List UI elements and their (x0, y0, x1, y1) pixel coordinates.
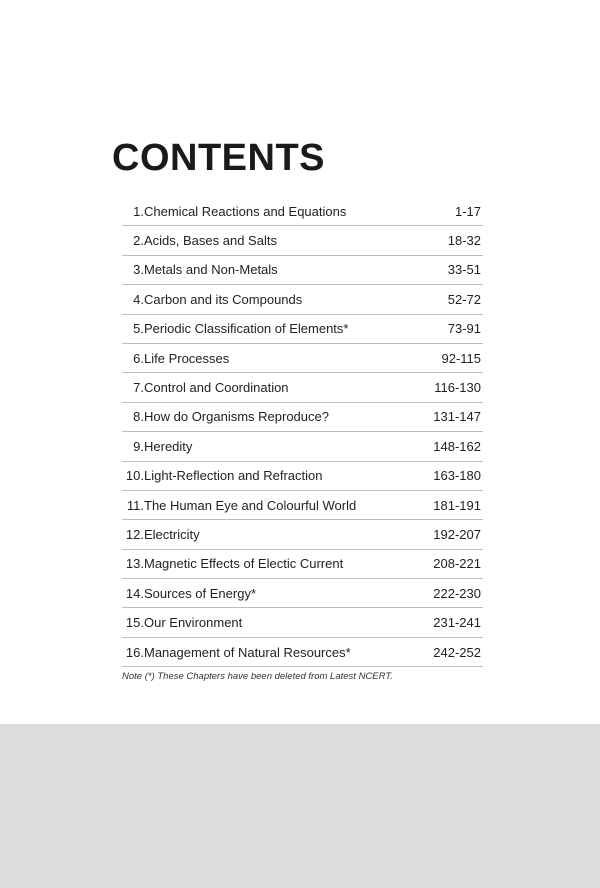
chapter-pages: 242-252 (433, 644, 481, 660)
toc-row[interactable] (122, 197, 483, 226)
chapter-number: 12. (125, 526, 144, 542)
chapter-title: Control and Coordination (144, 380, 289, 396)
chapter-number: 15. (125, 615, 144, 631)
chapter-pages: 192-207 (433, 526, 481, 542)
chapter-pages: 148-162 (433, 438, 481, 454)
chapter-pages: 222-230 (433, 585, 481, 601)
chapter-title: Carbon and its Compounds (144, 291, 303, 307)
chapter-number: 4. (133, 291, 144, 307)
chapter-title: Acids, Bases and Salts (144, 233, 277, 249)
deleted-chapters-note: Note (*) These Chapters have been deleted from Latest NCERT. (122, 671, 393, 682)
table-of-contents (122, 197, 483, 667)
chapter-title: How do Organisms Reproduce? (144, 409, 329, 425)
chapter-pages: 181-191 (433, 497, 481, 513)
chapter-title: Magnetic Effects of Electic Current (144, 556, 344, 572)
footer-band (0, 724, 600, 888)
chapter-title: Chemical Reactions and Equations (144, 203, 347, 219)
chapter-pages: 163-180 (433, 468, 481, 484)
chapter-pages: 52-72 (447, 291, 481, 307)
toc-row[interactable] (122, 579, 483, 608)
toc-row[interactable] (122, 491, 483, 520)
chapter-number: 11. (126, 497, 144, 513)
toc-row[interactable] (122, 550, 483, 579)
chapter-number: 2. (133, 233, 144, 249)
chapter-number: 5. (133, 321, 144, 337)
toc-row[interactable] (122, 344, 483, 373)
toc-row[interactable] (122, 256, 483, 285)
chapter-title: Periodic Classification of Elements* (144, 321, 349, 337)
chapter-title: Light-Reflection and Refraction (144, 468, 323, 484)
page-title: CONTENTS (112, 137, 325, 179)
toc-row[interactable] (122, 638, 483, 667)
chapter-number: 7. (133, 380, 144, 396)
chapter-pages: 73-91 (447, 321, 481, 337)
chapter-title: Our Environment (144, 615, 243, 631)
chapter-title: Sources of Energy* (144, 585, 257, 601)
chapter-pages: 131-147 (433, 409, 481, 425)
toc-row[interactable] (122, 608, 483, 637)
toc-row[interactable] (122, 285, 483, 314)
chapter-pages: 33-51 (447, 262, 481, 278)
chapter-title: Management of Natural Resources* (144, 644, 351, 660)
chapter-title: Heredity (144, 438, 193, 454)
chapter-number: 10. (125, 468, 144, 484)
toc-row[interactable] (122, 462, 483, 491)
toc-row[interactable] (122, 315, 483, 344)
chapter-number: 6. (133, 350, 144, 366)
chapter-pages: 116-130 (434, 380, 481, 396)
chapter-title: The Human Eye and Colourful World (144, 497, 357, 513)
chapter-pages: 208-221 (433, 556, 481, 572)
chapter-title: Life Processes (144, 350, 230, 366)
chapter-number: 8. (133, 409, 144, 425)
toc-row[interactable] (122, 403, 483, 432)
chapter-number: 1. (133, 203, 144, 219)
chapter-pages: 231-241 (433, 615, 481, 631)
chapter-number: 3. (133, 262, 144, 278)
chapter-title: Metals and Non-Metals (144, 262, 278, 278)
chapter-number: 16. (125, 644, 144, 660)
chapter-pages: 18-32 (447, 233, 481, 249)
chapter-number: 9. (133, 438, 144, 454)
chapter-pages: 92-115 (441, 350, 481, 366)
chapter-title: Electricity (144, 526, 200, 542)
chapter-pages: 1-17 (454, 203, 481, 219)
chapter-number: 14. (125, 585, 144, 601)
toc-row[interactable] (122, 520, 483, 549)
chapter-number: 13. (125, 556, 144, 572)
toc-row[interactable] (122, 226, 483, 255)
toc-row[interactable] (122, 432, 483, 461)
toc-row[interactable] (122, 373, 483, 402)
